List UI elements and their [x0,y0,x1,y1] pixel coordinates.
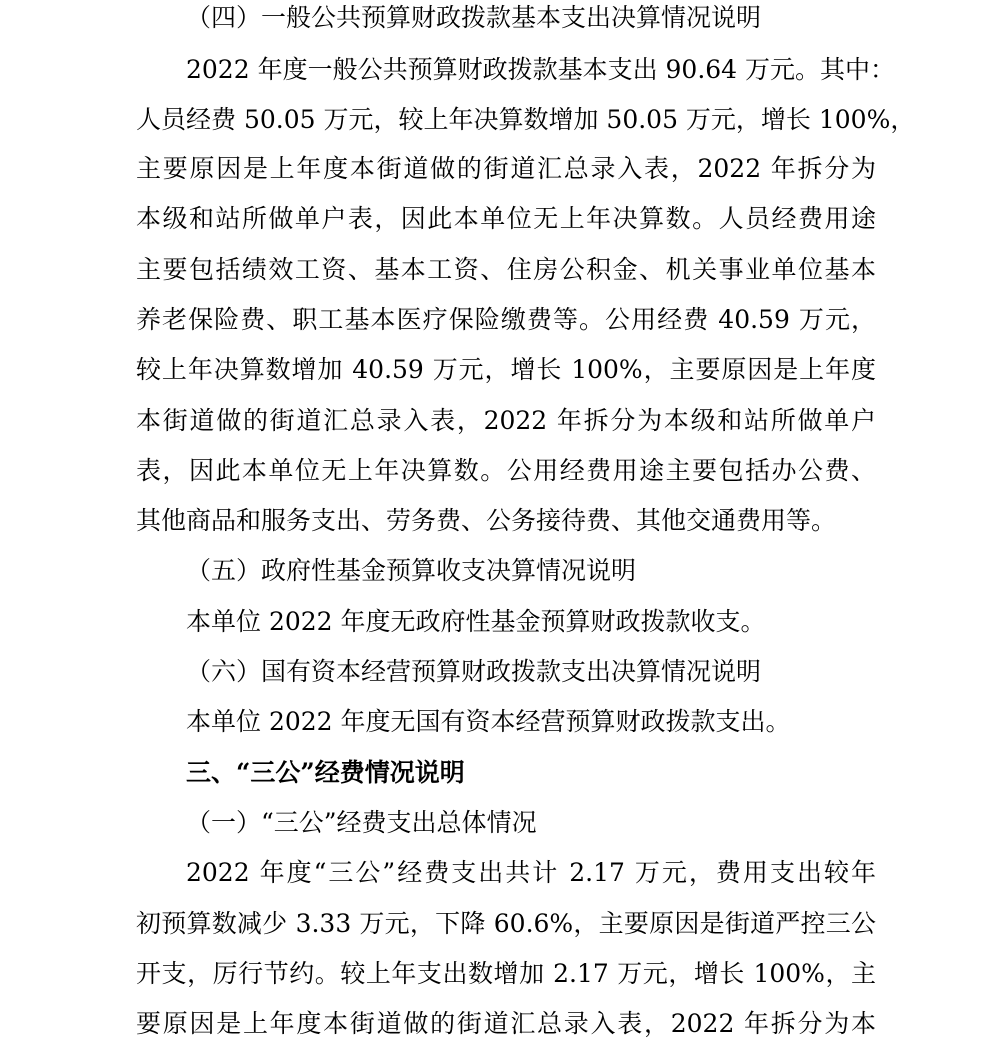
paragraph-line: 本单位 2022 年度无国有资本经营预算财政拨款支出。 [186,707,791,736]
paragraph-line: 较上年决算数增加 40.59 万元，增长 100%，主要原因是上年度 [136,355,876,384]
paragraph-line: 表，因此本单位无上年决算数。公用经费用途主要包括办公费、 [136,456,876,485]
paragraph-line: 初预算数减少 3.33 万元，下降 60.6%，主要原因是街道严控三公 [136,909,876,938]
paragraph-line: 其他商品和服务支出、劳务费、公务接待费、其他交通费用等。 [136,506,837,535]
subsection-heading-1: （一）“三公”经费支出总体情况 [186,808,537,837]
paragraph-line: 主要包括绩效工资、基本工资、住房公积金、机关事业单位基本 [136,255,876,284]
paragraph-line: 主要原因是上年度本街道做的街道汇总录入表，2022 年拆分为 [136,154,876,183]
section-heading-4: （四）一般公共预算财政拨款基本支出决算情况说明 [186,3,762,32]
section-heading-6: （六）国有资本经营预算财政拨款支出决算情况说明 [186,657,762,686]
paragraph-line: 本级和站所做单户表，因此本单位无上年决算数。人员经费用途 [136,204,876,233]
paragraph-line: 要原因是上年度本街道做的街道汇总录入表，2022 年拆分为本 [136,1009,876,1038]
paragraph-line: 2022 年度一般公共预算财政拨款基本支出 90.64 万元。其中： [186,55,896,84]
paragraph-line: 人员经费 50.05 万元，较上年决算数增加 50.05 万元，增长 100%， [136,105,916,134]
chapter-heading-3: 三、“三公”经费情况说明 [186,758,465,787]
paragraph-line: 2022 年度“三公”经费支出共计 2.17 万元，费用支出较年 [186,858,876,887]
section-heading-5: （五）政府性基金预算收支决算情况说明 [186,556,637,585]
paragraph-line: 本单位 2022 年度无政府性基金预算财政拨款收支。 [186,607,766,636]
paragraph-line: 开支，厉行节约。较上年支出数增加 2.17 万元，增长 100%，主 [136,959,876,988]
paragraph-line: 本街道做的街道汇总录入表，2022 年拆分为本级和站所做单户 [136,406,876,435]
paragraph-line: 养老保险费、职工基本医疗保险缴费等。公用经费 40.59 万元， [136,305,876,334]
